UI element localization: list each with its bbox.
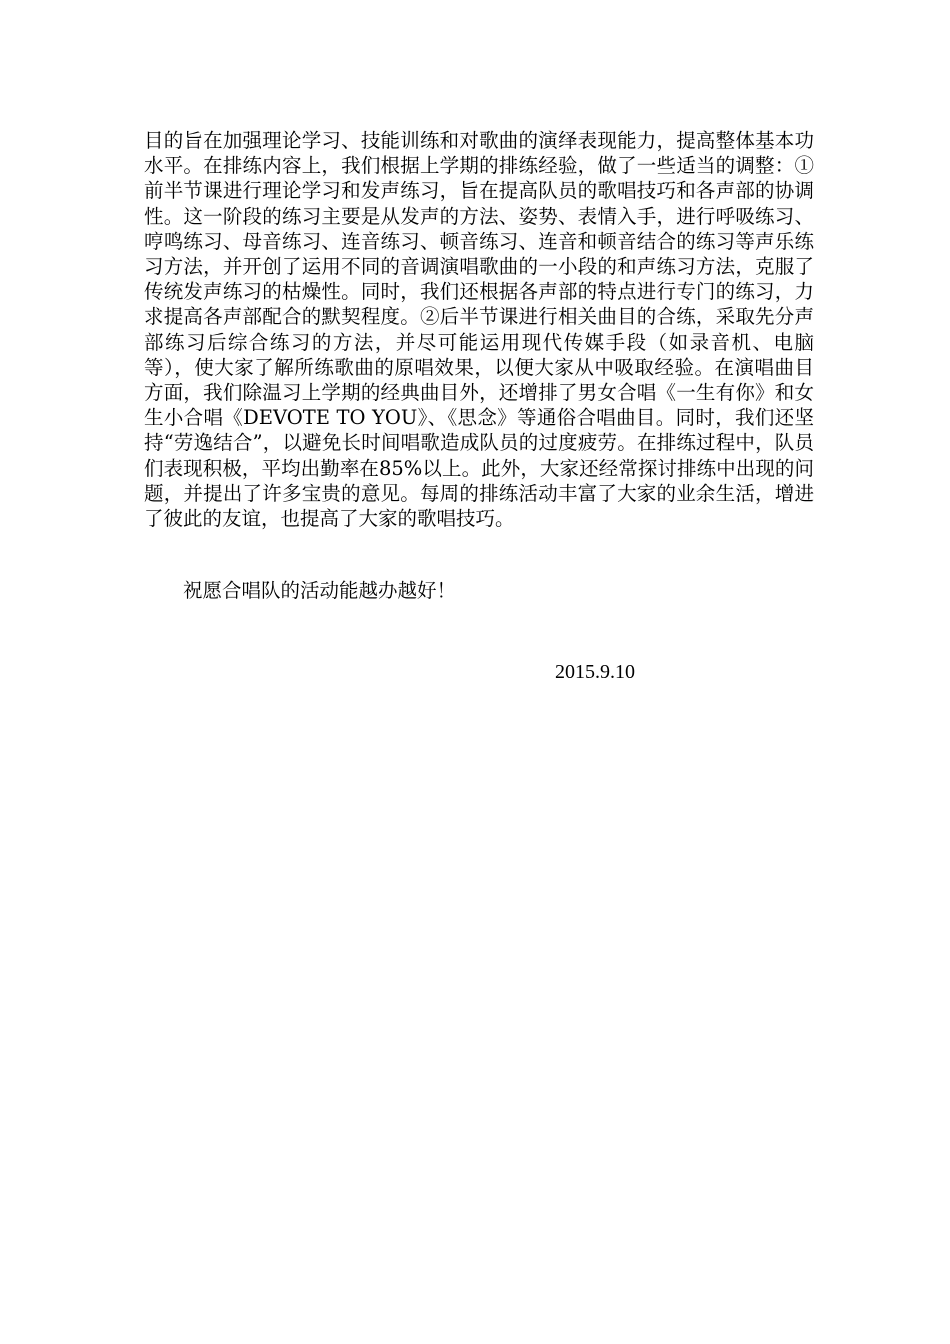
- closing-line: 祝愿合唱队的活动能越办越好！: [183, 579, 457, 602]
- document-date: 2015.9.10: [555, 661, 635, 683]
- body-paragraph: 目的旨在加强理论学习、技能训练和对歌曲的演绎表现能力，提高整体基本功水平。在排练内容上，我们根据上学期的排练经验，做了一些适当的调整：①前半节课进行理论学习和发声练习，旨在提高队员的歌唱技巧和各声部的协调性。这一阶段的练习主要是从发声的方法、姿势、表情入手，进行呼吸练习、哼鸣练习、母音练习、连音练习、顿音练习、连音和顿音结合的练习等声乐练习方法，并开创了运用不同的音调演唱歌曲的一小段的和声练习方法，克服了传统发声练习的枯燥性。同时，我们还根据各声部的特点进行专门的练习，力求提高各声部配合的默契程度。②后半节课进行相关曲目的合练，采取先分声部练习后综合练习的方法，并尽可能运用现代传媒手段（如录音机、电脑等），使大家了解所练歌曲的原唱效果，以便大家从中吸取经验。在演唱曲目方面，我们除温习上学期的经典曲目外，还增排了男女合唱《一生有你》和女生小合唱《DEVOTE TO YOU》、《思念》等通俗合唱曲目。同时，我们还坚持“劳逸结合”，以避免长时间唱歌造成队员的过度疲劳。在排练过程中，队员们表现积极，平均出勤率在85%以上。此外，大家还经常探讨排练中出现的问题，并提出了许多宝贵的意见。每周的排练活动丰富了大家的业余生活，增进了彼此的友谊，也提高了大家的歌唱技巧。: [144, 129, 814, 531]
